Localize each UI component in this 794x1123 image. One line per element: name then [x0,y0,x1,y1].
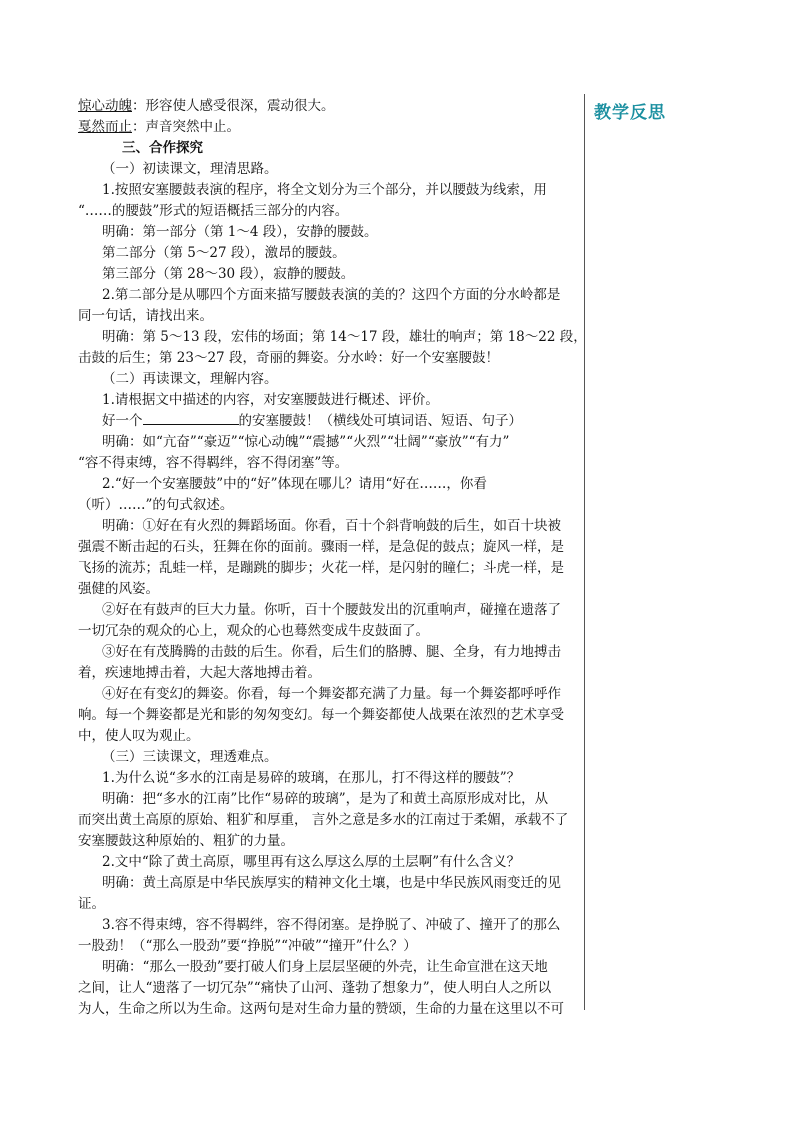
text-line: 明确：黄土高原是中华民族厚实的精神文化土壤，也是中华民族风雨变迁的见 [102,875,561,891]
term-underlined: 惊心动魄 [78,98,132,114]
text-line: 之间，让人“遗落了一切冗杂”“痛快了山河、蓬勃了想象力”，使人明白人之所以 [78,980,552,996]
text-line: 明确：第 5～13 段，宏伟的场面；第 14～17 段，雄壮的响声；第 18～22 段， [102,329,587,345]
text-line: 强震不断击起的石头，狂舞在你的面前。骤雨一样，是急促的鼓点；旋风一样，是 [78,539,564,555]
text-line: 着，疾速地搏击着，大起大落地搏击着。 [78,665,321,681]
text-line: 明确：第一部分（第 1～4 段），安静的腰鼓。 [102,224,378,240]
text-fragment: 好一个 [102,413,143,429]
text-line: ②好在有鼓声的巨大力量。你听，百十个腰鼓发出的沉重响声，碰撞在遗落了 [102,602,561,618]
text-line: 2.“好一个安塞腰鼓”中的“好”体现在哪儿？请用“好在……，你看 [102,476,487,492]
term-definition: ：形容使人感受很深，震动很大。 [132,98,335,114]
fill-blank [143,411,239,425]
text-line [102,411,522,432]
text-line: “容不得束缚，容不得羁绊，容不得闭塞”等。 [78,455,349,471]
side-column [594,98,774,123]
text-line: ③好在有茂腾腾的击鼓的后生。你看，后生们的胳膊、腿、全身，有力地搏击 [102,644,561,660]
text-line: 明确：“那么一股劲”要打破人们身上层层坚硬的外壳，让生命宣泄在这天地 [102,959,548,975]
text-line: 证。 [78,896,105,912]
text-line: 1.请根据文中描述的内容，对安塞腰鼓进行概述、评价。 [102,392,439,408]
section-heading: 三、合作探究 [122,140,203,156]
text-line: 明确：如“亢奋”“豪迈”“惊心动魄”“震撼”“火烈”“壮阔”“豪放”“有力” [102,434,510,450]
subsection-heading: （三）三读课文，理透难点。 [102,749,278,765]
text-line: 1.为什么说“多水的江南是易碎的玻璃，在那儿，打不得这样的腰鼓”？ [102,770,521,786]
text-line: 飞扬的流苏；乱蛙一样，是蹦跳的脚步；火花一样，是闪射的瞳仁；斗虎一样，是 [78,560,564,576]
text-line: 3.容不得束缚，容不得羁绊，容不得闭塞。是挣脱了、冲破了、撞开了的那么 [102,917,561,933]
text-line: 一股劲！（“那么一股劲”要“挣脱”“冲破”“撞开”什么？） [78,938,417,954]
text-line: 为人，生命之所以为生命。这两句是对生命力量的赞颂，生命的力量在这里以不可 [78,1001,564,1017]
term-definition: ：声音突然中止。 [132,119,240,135]
text-line: 击鼓的后生；第 23～27 段，奇丽的舞姿。分水岭：好一个安塞腰鼓！ [78,350,499,366]
text-line: 响。每一个舞姿都是光和影的匆匆变幻。每一个舞姿都使人战栗在浓烈的艺术享受 [78,707,564,723]
text-line: 而突出黄土高原的原始、粗犷和厚重， 言外之意是多水的江南过于柔媚，承载不了 [78,812,569,828]
text-line: （听）……”的句式叙述。 [78,497,234,513]
text-line: 2.文中“除了黄土高原，哪里再有这么厚这么厚的土层啊”有什么含义？ [102,854,521,870]
text-line [78,117,240,138]
term-underlined: 戛然而止 [78,119,132,135]
text-line: 中，使人叹为观止。 [78,728,200,744]
text-line: 明确：①好在有火烈的舞蹈场面。你看，百十个斜背响鼓的后生，如百十块被 [102,518,561,534]
text-line: 1.按照安塞腰鼓表演的程序，将全文划分为三个部分，并以腰鼓为线索，用 [102,182,547,198]
text-line: 一切冗杂的观众的心上，观众的心也蓦然变成牛皮鼓面了。 [78,623,429,639]
text-line: 第二部分（第 5～27 段），激昂的腰鼓。 [102,245,346,261]
side-title: 教学反思 [594,103,666,123]
subsection-heading: （一）初读课文，理清思路。 [102,161,278,177]
text-line [78,96,335,117]
text-line: 第三部分（第 28～30 段），寂静的腰鼓。 [102,266,355,282]
text-line: “……的腰鼓”形式的短语概括三部分的内容。 [78,203,349,219]
text-line: 2.第二部分是从哪四个方面来描写腰鼓表演的美的？这四个方面的分水岭都是 [102,287,561,303]
column-divider [584,94,585,1010]
text-fragment: 的安塞腰鼓！（横线处可填词语、短语、句子） [238,413,522,429]
text-line: 强健的风姿。 [78,581,159,597]
text-line: 安塞腰鼓这种原始的、粗犷的力量。 [78,833,294,849]
text-line: ④好在有变幻的舞姿。你看，每一个舞姿都充满了力量。每一个舞姿都呼呼作 [102,686,561,702]
text-line: 同一句话，请找出来。 [78,308,213,324]
subsection-heading: （二）再读课文，理解内容。 [102,371,278,387]
text-line: 明确：把“多水的江南”比作“易碎的玻璃”，是为了和黄土高原形成对比，从 [102,791,549,807]
